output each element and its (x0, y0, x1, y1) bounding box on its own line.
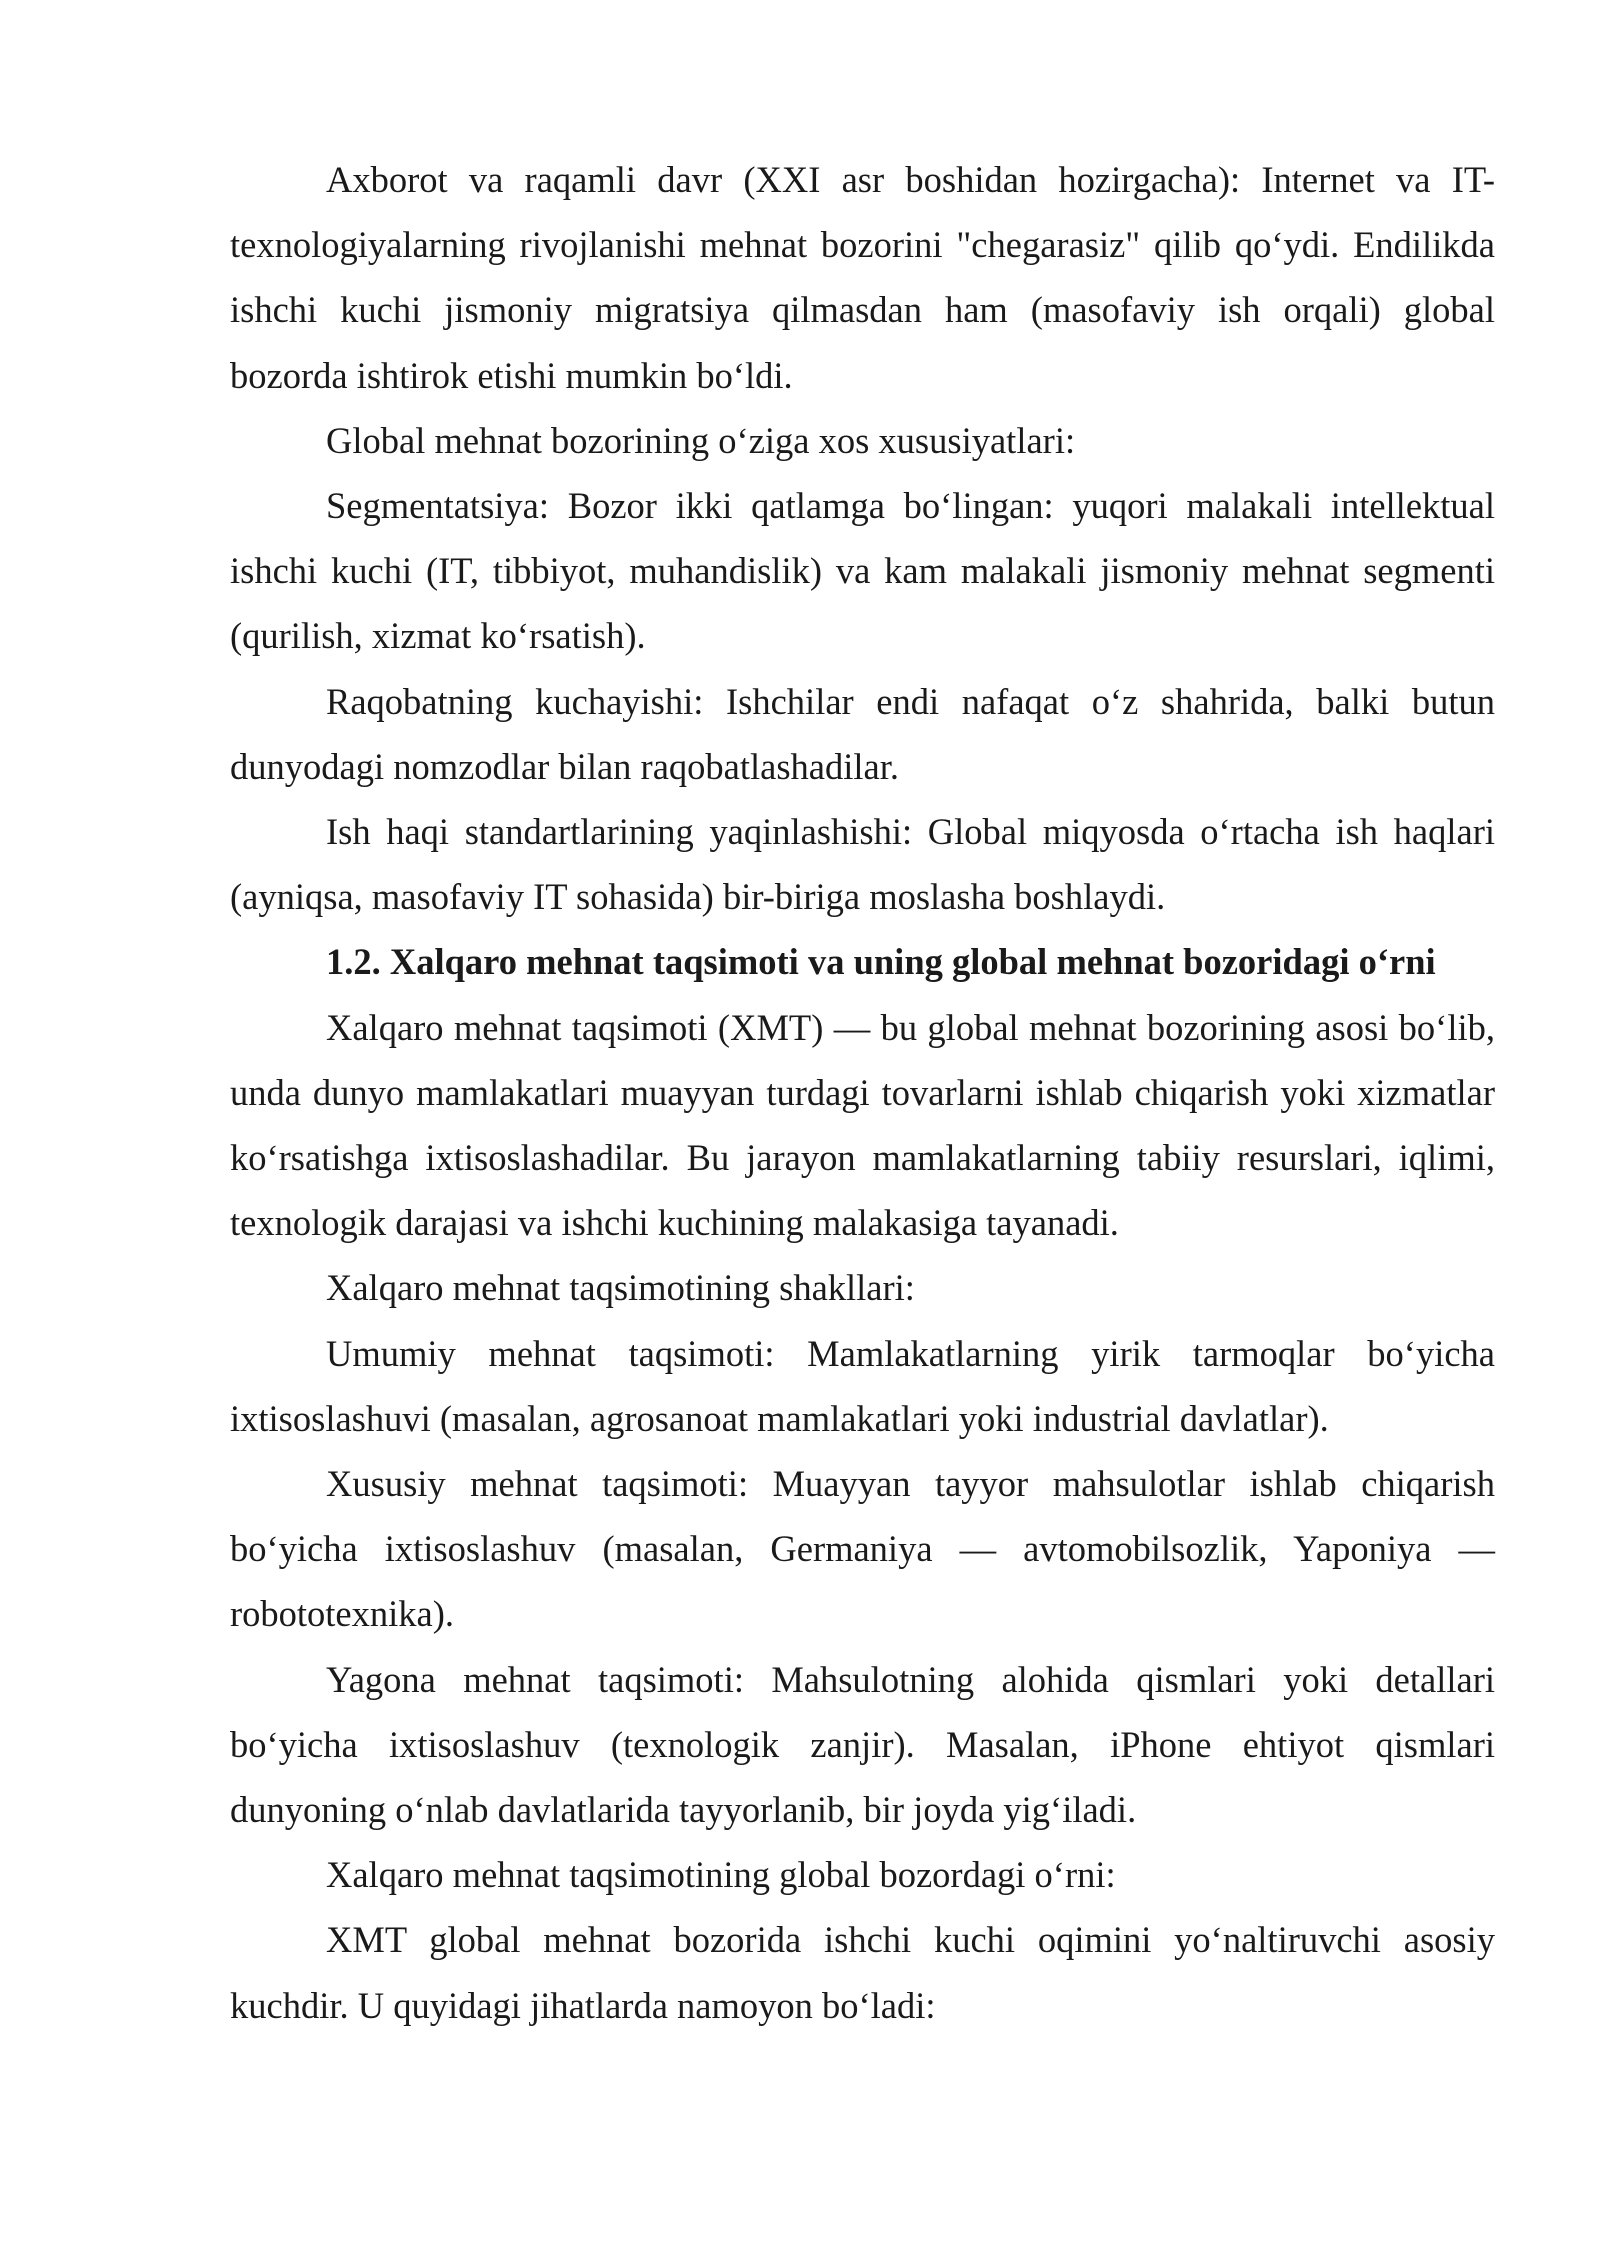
paragraph-global-market-features-intro: Global mehnat bozorining o‘ziga xos xususiyatlari: (326, 419, 1076, 461)
paragraph-information-era: Axborot va raqamli davr (XXI asr boshidan hozirgacha): Internet va IT-texnologiyalarning rivojlanishi mehnat bozorini "chegarasiz" qilib qo‘ydi. Endilikda ishchi kuchi jismoniy migratsiya qilmasdan ham (masofaviy ish orqali) global bozorda ishtirok etishi mumkin bo‘ldi. (230, 159, 1495, 396)
paragraph-single-division: Yagona mehnat taqsimoti: Mahsulotning alohida qismlari yoki detallari bo‘yicha ixtisoslashuv (texnologik zanjir). Masalan, iPhone ehtiyot qismlari dunyoning o‘nlab davlatlarida tayyorlanib, bir joyda yig‘iladi. (230, 1658, 1495, 1831)
paragraph-general-division: Umumiy mehnat taqsimoti: Mamlakatlarning yirik tarmoqlar bo‘yicha ixtisoslashuvi (masalan, agrosanoat mamlakatlari yoki industrial davlatlar). (230, 1332, 1495, 1439)
paragraph-private-division: Xususiy mehnat taqsimoti: Muayyan tayyor mahsulotlar ishlab chiqarish bo‘yicha ixtisoslashuv (masalan, Germaniya — avtomobilsozlik, Yaponiya — robototexnika). (230, 1463, 1495, 1635)
paragraph-international-division-of-labor: Xalqaro mehnat taqsimoti (XMT) — bu global mehnat bozorining asosi bo‘lib, unda dunyo mamlakatlari muayyan turdagi tovarlarni ishlab chiqarish yoki xizmatlar ko‘rsatishga ixtisoslashadilar. Bu jarayon mamlakatlarning tabiiy resurslari, iqlimi, texnologik darajasi va ishchi kuchining malakasiga tayanadi. (230, 1006, 1495, 1244)
paragraph-competition: Raqobatning kuchayishi: Ishchilar endi nafaqat o‘z shahrida, balki butun dunyodagi nomzodlar bilan raqobatlashadilar. (230, 680, 1495, 787)
paragraph-division-forms-intro: Xalqaro mehnat taqsimotining shakllari: (326, 1267, 915, 1309)
paragraph-wage-convergence: Ish haqi standartlarining yaqinlashishi: Global miqyosda o‘rtacha ish haqlari (ayniqsa, masofaviy IT sohasida) bir-biriga moslasha boshlaydi. (230, 811, 1495, 918)
paragraph-segmentation: Segmentatsiya: Bozor ikki qatlamga bo‘lingan: yuqori malakali intellektual ishchi kuchi (IT, tibbiyot, muhandislik) va kam malakali jismoniy mehnat segmenti (qurilish, xizmat ko‘rsatish). (230, 485, 1495, 657)
document-page (230, 147, 1495, 2038)
section-heading: 1.2. Xalqaro mehnat taqsimoti va uning global mehnat bozoridagi o‘rni (326, 941, 1436, 983)
paragraph-xmt-role: XMT global mehnat bozorida ishchi kuchi oqimini yo‘naltiruvchi asosiy kuchdir. U quyidagi jihatlarda namoyon bo‘ladi: (230, 1919, 1495, 2026)
paragraph-role-intro: Xalqaro mehnat taqsimotining global bozordagi o‘rni: (326, 1854, 1116, 1896)
